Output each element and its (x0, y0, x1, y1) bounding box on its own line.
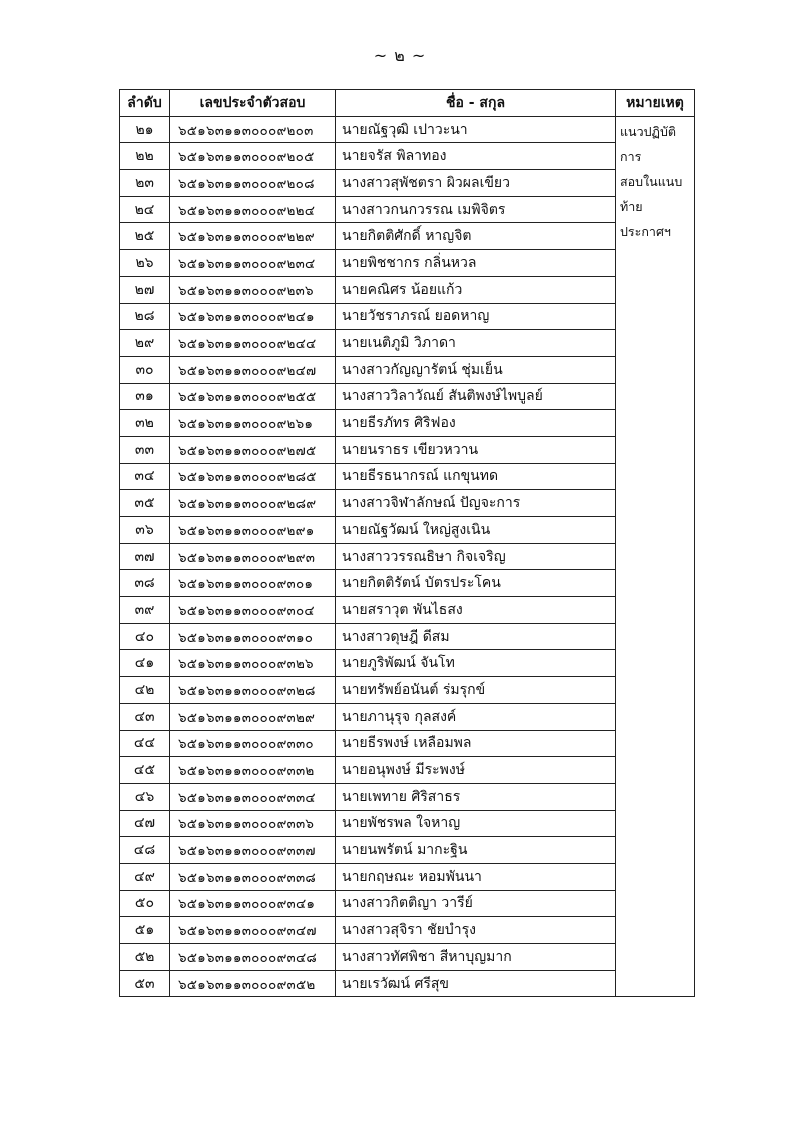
row-name: นายธีรภัทร ศิริฟอง (336, 410, 616, 437)
table-row (120, 356, 695, 383)
row-order: ๓๓ (120, 436, 170, 463)
table-row (120, 810, 695, 837)
row-exam-id: ๖๕๑๖๓๑๑๓๐๐๐๙๒๒๔ (170, 196, 336, 223)
table-row (120, 703, 695, 730)
row-order: ๒๗ (120, 276, 170, 303)
row-name: นางสาวกนกวรรณ เมพิจิตร (336, 196, 616, 223)
row-name: นายณัฐวัฒน์ ใหญ่สูงเนิน (336, 517, 616, 544)
row-exam-id: ๖๕๑๖๓๑๑๓๐๐๐๙๒๕๕ (170, 383, 336, 410)
table-row (120, 917, 695, 944)
table-row (120, 783, 695, 810)
row-name: นายนพรัตน์ มากะฐิน (336, 837, 616, 864)
row-exam-id: ๖๕๑๖๓๑๑๓๐๐๐๙๒๗๕ (170, 436, 336, 463)
row-name: นางสาวกิตติญา วารีย์ (336, 890, 616, 917)
row-exam-id: ๖๕๑๖๓๑๑๓๐๐๐๙๓๓๐ (170, 730, 336, 757)
row-name: นายนราธร เขียวหวาน (336, 436, 616, 463)
table-row (120, 170, 695, 197)
table-body (120, 116, 695, 997)
row-name: นายเพทาย ศิริสาธร (336, 783, 616, 810)
row-name: นายกิตติรัตน์ บัตรประโคน (336, 570, 616, 597)
table-row (120, 223, 695, 250)
row-name: นายธีรธนากรณ์ แกขุนทด (336, 463, 616, 490)
row-exam-id: ๖๕๑๖๓๑๑๓๐๐๐๙๒๙๑ (170, 517, 336, 544)
row-order: ๓๑ (120, 383, 170, 410)
row-order: ๒๔ (120, 196, 170, 223)
row-exam-id: ๖๕๑๖๓๑๑๓๐๐๐๙๒๙๓ (170, 543, 336, 570)
row-order: ๒๓ (120, 170, 170, 197)
row-name: นางสาวสุพัชตรา ผิวผลเขียว (336, 170, 616, 197)
row-order: ๔๑ (120, 650, 170, 677)
row-order: ๕๐ (120, 890, 170, 917)
row-name: นายอนุพงษ์ มีระพงษ์ (336, 757, 616, 784)
remark-cell (616, 116, 695, 997)
page-number: ~ ๒ ~ (373, 46, 427, 65)
row-exam-id: ๖๕๑๖๓๑๑๓๐๐๐๙๓๓๒ (170, 757, 336, 784)
table-row (120, 250, 695, 277)
row-exam-id: ๖๕๑๖๓๑๑๓๐๐๐๙๒๓๔ (170, 250, 336, 277)
table-row (120, 303, 695, 330)
row-order: ๔๘ (120, 837, 170, 864)
header-name: ชื่อ - สกุล (336, 90, 616, 117)
table-row (120, 276, 695, 303)
row-order: ๔๓ (120, 703, 170, 730)
table-row (120, 597, 695, 624)
table-row (120, 436, 695, 463)
row-exam-id: ๖๕๑๖๓๑๑๓๐๐๐๙๓๒๘ (170, 677, 336, 704)
row-name: นายณัฐวุฒิ เปาวะนา (336, 116, 616, 143)
table-row (120, 543, 695, 570)
row-name: นายภานุรุจ กุลสงค์ (336, 703, 616, 730)
row-name: นายสราวุต พันไธสง (336, 597, 616, 624)
row-order: ๓๔ (120, 463, 170, 490)
row-exam-id: ๖๕๑๖๓๑๑๓๐๐๐๙๓๓๔ (170, 783, 336, 810)
row-order: ๔๗ (120, 810, 170, 837)
table-row (120, 650, 695, 677)
row-name: นางสาวจิฬาลักษณ์ ปัญจะการ (336, 490, 616, 517)
table-row (120, 890, 695, 917)
table-row (120, 970, 695, 997)
row-exam-id: ๖๕๑๖๓๑๑๓๐๐๐๙๒๘๙ (170, 490, 336, 517)
row-order: ๒๒ (120, 143, 170, 170)
row-name: นายพิชชากร กลิ่นหวล (336, 250, 616, 277)
row-order: ๓๖ (120, 517, 170, 544)
row-exam-id: ๖๕๑๖๓๑๑๓๐๐๐๙๒๔๔ (170, 330, 336, 357)
row-order: ๓๕ (120, 490, 170, 517)
remark-line: ประกาศฯ (620, 223, 671, 239)
row-name: นายเนติภูมิ วิภาดา (336, 330, 616, 357)
row-order: ๒๑ (120, 116, 170, 143)
row-order: ๕๒ (120, 944, 170, 971)
row-exam-id: ๖๕๑๖๓๑๑๓๐๐๐๙๓๔๘ (170, 944, 336, 971)
row-order: ๒๙ (120, 330, 170, 357)
row-order: ๔๒ (120, 677, 170, 704)
row-order: ๔๖ (120, 783, 170, 810)
table-row (120, 330, 695, 357)
table-row (120, 570, 695, 597)
row-name: นายพัชรพล ใจหาญ (336, 810, 616, 837)
row-name: นางสาววิลาวัณย์ สันติพงษ์ไพบูลย์ (336, 383, 616, 410)
row-exam-id: ๖๕๑๖๓๑๑๓๐๐๐๙๒๖๑ (170, 410, 336, 437)
row-order: ๓๐ (120, 356, 170, 383)
row-name: นายกิตติศักดิ์ หาญจิต (336, 223, 616, 250)
row-exam-id: ๖๕๑๖๓๑๑๓๐๐๐๙๓๑๐ (170, 623, 336, 650)
header-row (120, 90, 695, 117)
row-name: นางสาวดุษฎี ดีสม (336, 623, 616, 650)
row-exam-id: ๖๕๑๖๓๑๑๓๐๐๐๙๒๔๗ (170, 356, 336, 383)
table-row (120, 383, 695, 410)
table-row (120, 944, 695, 971)
row-order: ๒๖ (120, 250, 170, 277)
table-row (120, 116, 695, 143)
row-order: ๔๙ (120, 863, 170, 890)
table-row (120, 677, 695, 704)
row-name: นายคณิศร น้อยแก้ว (336, 276, 616, 303)
row-order: ๕๓ (120, 970, 170, 997)
remark-line: แนวปฏิบัติการ (620, 123, 676, 164)
row-order: ๓๘ (120, 570, 170, 597)
row-exam-id: ๖๕๑๖๓๑๑๓๐๐๐๙๓๓๖ (170, 810, 336, 837)
table-row (120, 196, 695, 223)
row-exam-id: ๖๕๑๖๓๑๑๓๐๐๐๙๓๒๙ (170, 703, 336, 730)
table-row (120, 490, 695, 517)
row-exam-id: ๖๕๑๖๓๑๑๓๐๐๐๙๒๐๕ (170, 143, 336, 170)
row-name: นายธีรพงษ์ เหลือมพล (336, 730, 616, 757)
row-exam-id: ๖๕๑๖๓๑๑๓๐๐๐๙๒๒๙ (170, 223, 336, 250)
table-row (120, 863, 695, 890)
candidate-table (119, 89, 695, 997)
table-row (120, 837, 695, 864)
row-order: ๓๗ (120, 543, 170, 570)
table-row (120, 623, 695, 650)
row-exam-id: ๖๕๑๖๓๑๑๓๐๐๐๙๓๐๑ (170, 570, 336, 597)
header-order: ลำดับ (120, 90, 170, 117)
row-exam-id: ๖๕๑๖๓๑๑๓๐๐๐๙๒๔๑ (170, 303, 336, 330)
row-exam-id: ๖๕๑๖๓๑๑๓๐๐๐๙๓๕๒ (170, 970, 336, 997)
row-exam-id: ๖๕๑๖๓๑๑๓๐๐๐๙๒๐๓ (170, 116, 336, 143)
row-name: นายจรัส พิลาทอง (336, 143, 616, 170)
table-row (120, 463, 695, 490)
row-exam-id: ๖๕๑๖๓๑๑๓๐๐๐๙๓๐๔ (170, 597, 336, 624)
row-exam-id: ๖๕๑๖๓๑๑๓๐๐๐๙๒๐๘ (170, 170, 336, 197)
row-name: นายวัชราภรณ์ ยอดหาญ (336, 303, 616, 330)
row-exam-id: ๖๕๑๖๓๑๑๓๐๐๐๙๓๓๘ (170, 863, 336, 890)
row-name: นางสาววรรณธิษา กิจเจริญ (336, 543, 616, 570)
remark-line: สอบในแนบท้าย (620, 173, 683, 214)
table-row (120, 410, 695, 437)
row-exam-id: ๖๕๑๖๓๑๑๓๐๐๐๙๓๒๖ (170, 650, 336, 677)
row-name: นางสาวสุจิรา ชัยบำรุง (336, 917, 616, 944)
table-header (120, 90, 695, 117)
row-order: ๓๙ (120, 597, 170, 624)
table-row (120, 143, 695, 170)
row-exam-id: ๖๕๑๖๓๑๑๓๐๐๐๙๒๓๖ (170, 276, 336, 303)
table-row (120, 757, 695, 784)
row-order: ๒๕ (120, 223, 170, 250)
row-exam-id: ๖๕๑๖๓๑๑๓๐๐๐๙๓๔๑ (170, 890, 336, 917)
row-name: นายเรวัฒน์ ศรีสุข (336, 970, 616, 997)
row-exam-id: ๖๕๑๖๓๑๑๓๐๐๐๙๒๘๕ (170, 463, 336, 490)
row-exam-id: ๖๕๑๖๓๑๑๓๐๐๐๙๓๔๗ (170, 917, 336, 944)
row-order: ๔๕ (120, 757, 170, 784)
header-remark: หมายเหตุ (616, 90, 695, 117)
row-name: นายภูริพัฒน์ จันโท (336, 650, 616, 677)
table-row (120, 517, 695, 544)
row-name: นายทรัพย์อนันต์ ร่มรุกข์ (336, 677, 616, 704)
table-row (120, 730, 695, 757)
row-name: นางสาวทัศพิชา สีหาบุญมาก (336, 944, 616, 971)
row-name: นายกฤษณะ หอมพันนา (336, 863, 616, 890)
row-order: ๒๘ (120, 303, 170, 330)
row-order: ๕๑ (120, 917, 170, 944)
row-exam-id: ๖๕๑๖๓๑๑๓๐๐๐๙๓๓๗ (170, 837, 336, 864)
row-order: ๔๔ (120, 730, 170, 757)
row-order: ๓๒ (120, 410, 170, 437)
row-name: นางสาวกัญญารัตน์ ชุ่มเย็น (336, 356, 616, 383)
header-exam-id: เลขประจำตัวสอบ (170, 90, 336, 117)
row-order: ๔๐ (120, 623, 170, 650)
